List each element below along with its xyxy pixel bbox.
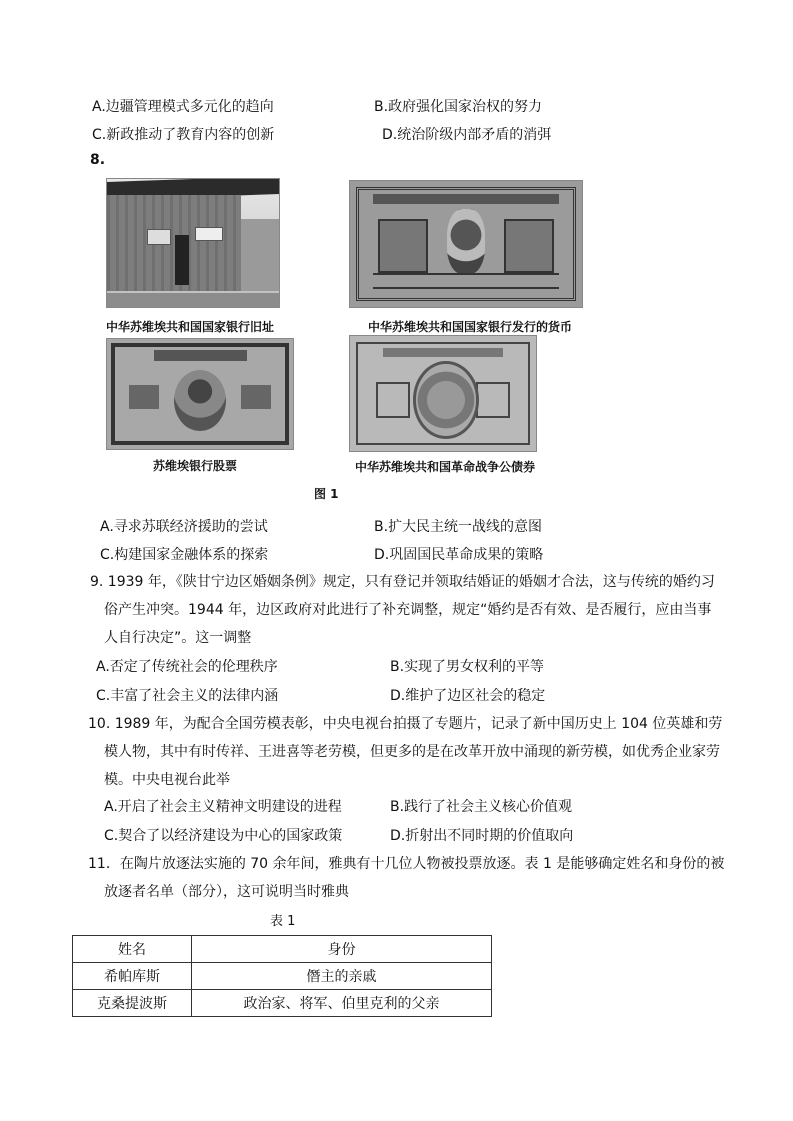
figure-bank-building-photo	[106, 178, 280, 308]
q7-option-c: C.新政推动了教育内容的创新	[92, 127, 275, 143]
figure-war-bond	[349, 335, 537, 452]
figure-soviet-banknote	[349, 180, 583, 308]
q9-option-a: A.否定了传统社会的伦理秩序	[96, 659, 278, 675]
table-header-identity: 身份	[192, 936, 492, 963]
q8-option-d: D.巩固国民革命成果的策略	[374, 547, 544, 563]
q9-option-d: D.维护了边区社会的稳定	[390, 688, 546, 704]
table-title: 表 1	[270, 914, 296, 929]
caption-bank-share: 苏维埃银行股票	[153, 459, 238, 473]
q7-option-d: D.统治阶级内部矛盾的消弭	[382, 127, 552, 143]
q10-option-d: D.折射出不同时期的价值取向	[390, 828, 574, 844]
q8-number: 8.	[90, 152, 106, 168]
figure-bank-share-certificate	[106, 338, 294, 450]
q10-option-c: C.契合了以经济建设为中心的国家政策	[104, 828, 343, 844]
table-cell-name: 希帕库斯	[73, 963, 192, 990]
q9-option-c: C.丰富了社会主义的法律内涵	[96, 688, 279, 704]
figure-label: 图 1	[314, 487, 339, 501]
q10-stem: 10. 1989 年，为配合全国劳模表彰，中央电视台拍摄了专题片，记录了新中国历史上 104 位英雄和劳模人物，其中有时传祥、王进喜等老劳模，但更多的是在改革开放中涌现的新劳模，如优秀企业家劳模。中央电视台此举	[88, 716, 723, 788]
q10-option-a: A.开启了社会主义精神文明建设的进程	[104, 799, 342, 815]
q8-option-c: C.构建国家金融体系的探索	[100, 547, 269, 563]
exile-table	[72, 935, 492, 1017]
table-cell-identity: 僭主的亲戚	[192, 963, 492, 990]
table-header-row	[73, 936, 492, 963]
caption-war-bond: 中华苏维埃共和国革命战争公债券	[355, 460, 536, 474]
q10-option-b: B.践行了社会主义核心价值观	[390, 799, 573, 815]
q9-option-b: B.实现了男女权利的平等	[390, 659, 545, 675]
q9-stem: 9. 1939 年，《陕甘宁边区婚姻条例》规定，只有登记并领取结婚证的婚姻才合法，这与传统的婚约习俗产生冲突。1944 年，边区政府对此进行了补充调整，规定“婚约是否有效、是否履行，应由当事人自行决定”。这一调整	[90, 574, 715, 646]
q11-stem: 11．在陶片放逐法实施的 70 余年间，雅典有十几位人物被投票放逐。表 1 是能够确定姓名和身份的被放逐者名单（部分），这可说明当时雅典	[88, 856, 725, 900]
table-cell-identity: 政治家、将军、伯里克利的父亲	[192, 990, 492, 1017]
q7-option-b: B.政府强化国家治权的努力	[374, 99, 543, 115]
table-cell-name: 克桑提波斯	[73, 990, 192, 1017]
table-row	[73, 963, 492, 990]
table-header-name: 姓名	[73, 936, 192, 963]
caption-bank-building: 中华苏维埃共和国国家银行旧址	[106, 320, 275, 334]
caption-banknote: 中华苏维埃共和国国家银行发行的货币	[368, 320, 573, 334]
q7-option-a: A.边疆管理模式多元化的趋向	[92, 99, 274, 115]
q8-option-b: B.扩大民主统一战线的意图	[374, 519, 543, 535]
table-row	[73, 990, 492, 1017]
q8-option-a: A.寻求苏联经济援助的尝试	[100, 519, 268, 535]
